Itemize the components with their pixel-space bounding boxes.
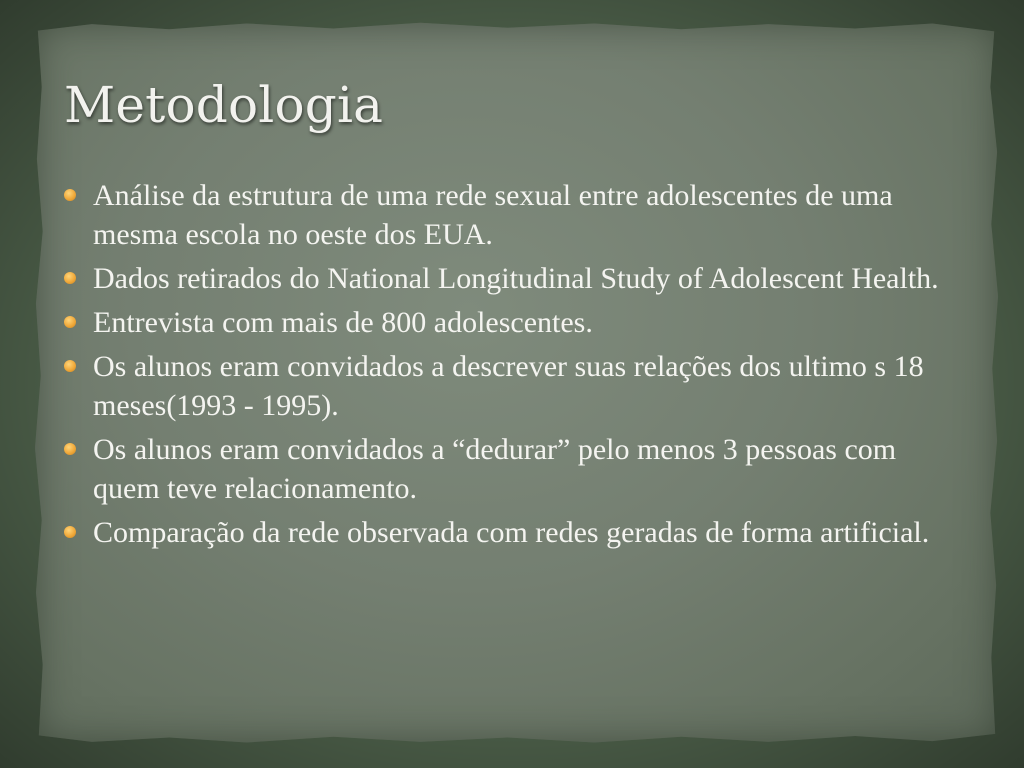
bullet-item xyxy=(62,259,942,298)
bullet-item xyxy=(62,303,942,342)
bullet-dot-icon xyxy=(64,316,76,328)
bullet-item xyxy=(62,347,942,425)
bullet-dot-icon xyxy=(64,189,76,201)
bullet-text: Os alunos eram convidados a “dedurar” pelo menos 3 pessoas com quem teve relacionamento. xyxy=(93,433,897,505)
bullet-list xyxy=(62,176,942,557)
bullet-text: Comparação da rede observada com redes geradas de forma artificial. xyxy=(93,516,930,549)
bullet-text: Entrevista com mais de 800 adolescentes. xyxy=(93,306,593,339)
bullet-item xyxy=(62,176,942,254)
bullet-dot-icon xyxy=(64,443,76,455)
bullet-dot-icon xyxy=(64,526,76,538)
bullet-dot-icon xyxy=(64,272,76,284)
bullet-dot-icon xyxy=(64,360,76,372)
bullet-text: Dados retirados do National Longitudinal Study of Adolescent Health. xyxy=(93,262,939,295)
bullet-item xyxy=(62,430,942,508)
bullet-text: Os alunos eram convidados a descrever suas relações dos ultimo s 18 meses(1993 - 1995). xyxy=(93,350,924,422)
bullet-text: Análise da estrutura de uma rede sexual entre adolescentes de uma mesma escola no oeste dos EUA. xyxy=(93,179,893,251)
slide-title: Metodologia xyxy=(64,76,384,134)
bullet-item xyxy=(62,513,942,552)
